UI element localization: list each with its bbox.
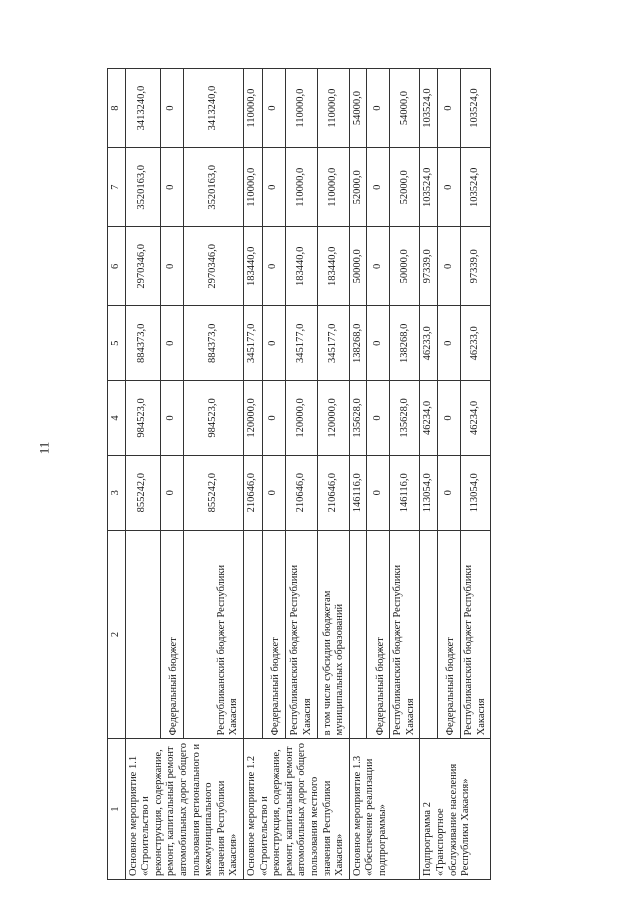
amount-cell: 110000,0 [285, 69, 317, 148]
activity-name-cell: Подпрограмма 2 «Транспортное обслуживание населения Республики Хакасия» [420, 739, 491, 880]
amount-cell: 0 [160, 69, 183, 148]
amount-cell: 50000,0 [390, 227, 420, 306]
table-row [420, 69, 438, 880]
amount-cell: 984523,0 [125, 381, 160, 456]
amount-cell: 3413240,0 [183, 69, 243, 148]
amount-cell: 0 [160, 306, 183, 381]
amount-cell: 345177,0 [317, 306, 349, 381]
amount-cell: 52000,0 [390, 148, 420, 227]
amount-cell: 2970346,0 [183, 227, 243, 306]
funding-source-cell: Федеральный бюджет [367, 530, 390, 739]
amount-cell: 110000,0 [317, 148, 349, 227]
page-number: 11 [36, 441, 52, 455]
activity-name-cell: Основное мероприятие 1.3 «Обеспечение реализации подпрограммы» [349, 739, 420, 880]
amount-cell: 0 [160, 455, 183, 530]
amount-cell: 0 [367, 227, 390, 306]
amount-cell: 97339,0 [461, 227, 491, 306]
column-header: 7 [108, 148, 126, 227]
funding-source-cell: Федеральный бюджет [262, 530, 285, 739]
amount-cell: 135628,0 [349, 381, 367, 456]
amount-cell: 120000,0 [243, 381, 262, 456]
amount-cell: 0 [262, 69, 285, 148]
amount-cell: 146116,0 [390, 455, 420, 530]
amount-cell: 0 [367, 455, 390, 530]
amount-cell: 0 [438, 148, 461, 227]
amount-cell: 2970346,0 [125, 227, 160, 306]
amount-cell: 138268,0 [390, 306, 420, 381]
amount-cell: 120000,0 [317, 381, 349, 456]
amount-cell: 210646,0 [285, 455, 317, 530]
amount-cell: 210646,0 [243, 455, 262, 530]
column-header: 3 [108, 455, 126, 530]
amount-cell: 103524,0 [420, 148, 438, 227]
amount-cell: 46233,0 [461, 306, 491, 381]
amount-cell: 345177,0 [285, 306, 317, 381]
amount-cell: 345177,0 [243, 306, 262, 381]
amount-cell: 50000,0 [349, 227, 367, 306]
funding-source-cell: Республиканский бюджет Республики Хакасия [285, 530, 317, 739]
amount-cell: 0 [160, 227, 183, 306]
amount-cell: 113054,0 [461, 455, 491, 530]
funding-source-cell: Федеральный бюджет [438, 530, 461, 739]
amount-cell: 0 [262, 306, 285, 381]
amount-cell: 0 [160, 148, 183, 227]
column-header: 8 [108, 69, 126, 148]
funding-source-cell: Федеральный бюджет [160, 530, 183, 739]
amount-cell: 3520163,0 [125, 148, 160, 227]
header-row [108, 69, 126, 880]
amount-cell: 135628,0 [390, 381, 420, 456]
amount-cell: 54000,0 [349, 69, 367, 148]
table-row [349, 69, 367, 880]
funding-source-cell [349, 530, 367, 739]
amount-cell: 0 [367, 148, 390, 227]
amount-cell: 183440,0 [317, 227, 349, 306]
amount-cell: 103524,0 [420, 69, 438, 148]
amount-cell: 110000,0 [285, 148, 317, 227]
amount-cell: 0 [367, 381, 390, 456]
amount-cell: 46234,0 [461, 381, 491, 456]
table-row [125, 69, 160, 880]
amount-cell: 0 [262, 227, 285, 306]
amount-cell: 884373,0 [125, 306, 160, 381]
funding-source-cell: Республиканский бюджет Республики Хакасия [183, 530, 243, 739]
amount-cell: 984523,0 [183, 381, 243, 456]
amount-cell: 0 [160, 381, 183, 456]
amount-cell: 0 [438, 69, 461, 148]
table-row [243, 69, 262, 880]
amount-cell: 110000,0 [243, 69, 262, 148]
activity-name-cell: Основное мероприятие 1.1 «Строительство и реконструкция, содержание, ремонт, капитальный ремонт автомобильных дорог общего пользования регионального и межмуниципального значения Республики Хакасия» [125, 739, 243, 880]
amount-cell: 110000,0 [243, 148, 262, 227]
amount-cell: 210646,0 [317, 455, 349, 530]
amount-cell: 103524,0 [461, 69, 491, 148]
column-header: 5 [108, 306, 126, 381]
column-header: 4 [108, 381, 126, 456]
amount-cell: 0 [262, 381, 285, 456]
amount-cell: 0 [262, 148, 285, 227]
funding-source-cell [243, 530, 262, 739]
amount-cell: 113054,0 [420, 455, 438, 530]
amount-cell: 146116,0 [349, 455, 367, 530]
amount-cell: 3520163,0 [183, 148, 243, 227]
funding-source-cell [420, 530, 438, 739]
amount-cell: 0 [438, 227, 461, 306]
amount-cell: 103524,0 [461, 148, 491, 227]
budget-table [107, 68, 491, 880]
amount-cell: 54000,0 [390, 69, 420, 148]
amount-cell: 0 [367, 69, 390, 148]
amount-cell: 3413240,0 [125, 69, 160, 148]
amount-cell: 46234,0 [420, 381, 438, 456]
amount-cell: 120000,0 [285, 381, 317, 456]
amount-cell: 46233,0 [420, 306, 438, 381]
amount-cell: 0 [367, 306, 390, 381]
amount-cell: 884373,0 [183, 306, 243, 381]
amount-cell: 0 [438, 455, 461, 530]
funding-source-cell: Республиканский бюджет Республики Хакасия [461, 530, 491, 739]
amount-cell: 855242,0 [125, 455, 160, 530]
amount-cell: 138268,0 [349, 306, 367, 381]
amount-cell: 0 [262, 455, 285, 530]
amount-cell: 0 [438, 306, 461, 381]
amount-cell: 183440,0 [285, 227, 317, 306]
column-header: 6 [108, 227, 126, 306]
amount-cell: 52000,0 [349, 148, 367, 227]
rotated-table-container [107, 68, 575, 880]
amount-cell: 97339,0 [420, 227, 438, 306]
funding-source-cell [125, 530, 160, 739]
activity-name-cell: Основное мероприятие 1.2 «Строительство и реконструкция, содержание, ремонт, капитальный ремонт автомобильных дорог общего пользования местного значения Республики Хакасия» [243, 739, 349, 880]
funding-source-cell: в том числе субсидии бюджетам муниципальных образований [317, 530, 349, 739]
amount-cell: 110000,0 [317, 69, 349, 148]
amount-cell: 0 [438, 381, 461, 456]
amount-cell: 183440,0 [243, 227, 262, 306]
column-header: 1 [108, 739, 126, 880]
amount-cell: 855242,0 [183, 455, 243, 530]
column-header: 2 [108, 530, 126, 739]
funding-source-cell: Республиканский бюджет Республики Хакасия [390, 530, 420, 739]
